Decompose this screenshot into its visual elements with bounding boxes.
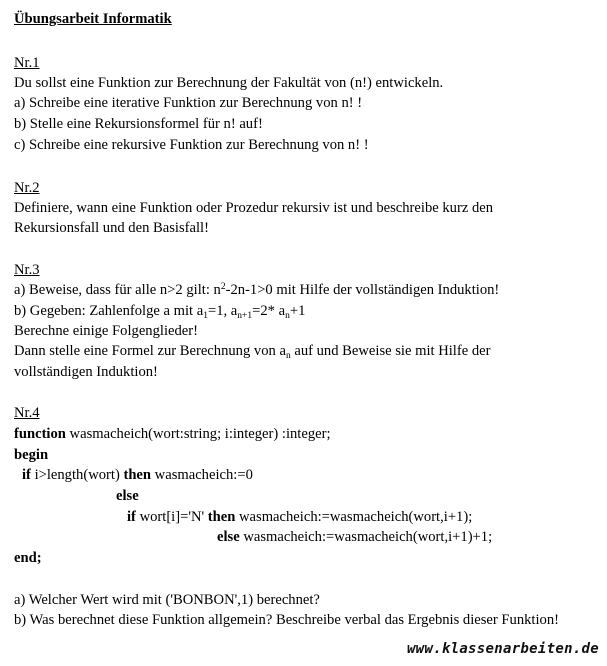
watermark: www.klassenarbeiten.de xyxy=(406,641,599,657)
task1-a: a) Schreibe eine iterative Funktion zur Berechnung von n! ! xyxy=(14,95,363,111)
code-inner-if-line: if wort[i]='N' then wasmacheich:=wasmacheich(wort,i+1); xyxy=(127,509,473,525)
code-begin: begin xyxy=(14,447,49,463)
task2-line2: Rekursionsfall und den Basisfall! xyxy=(14,220,209,236)
task4-question-a: a) Welcher Wert wird mit ('BONBON',1) berechnet? xyxy=(14,592,320,608)
code-signature: function wasmacheich(wort:string; i:integer) :integer; xyxy=(14,426,331,442)
task3-a: a) Beweise, dass für alle n>2 gilt: $n^2-2n-1>0$ mit Hilfe der vollständigen Induktion! xyxy=(14,282,500,298)
code-if-line: if i>length(wort) then wasmacheich:=0 xyxy=(22,467,253,483)
code-else-line: else xyxy=(116,488,139,504)
task2-heading: Nr.2 xyxy=(14,180,40,196)
task1-intro: Du sollst eine Funktion zur Berechnung der Fakultät von (n!) entwickeln. xyxy=(14,75,444,91)
task1-b: b) Stelle eine Rekursionsformel für n! auf! xyxy=(14,116,263,132)
task1-c: c) Schreibe eine rekursive Funktion zur Berechnung von n! ! xyxy=(14,137,369,153)
task3-heading: Nr.3 xyxy=(14,262,40,278)
task3-line5: vollständigen Induktion! xyxy=(14,364,158,380)
task3-line4: Dann stelle eine Formel zur Berechnung von $a_n$ auf und Beweise sie mit Hilfe der xyxy=(14,343,491,361)
task3-line3: Berechne einige Folgenglieder! xyxy=(14,323,198,339)
code-inner-else-line: else wasmacheich:=wasmacheich(wort,i+1)+1; xyxy=(217,529,493,545)
document-title: Übungsarbeit Informatik xyxy=(14,11,172,27)
task4-question-b: b) Was berechnet diese Funktion allgemein? Beschreibe verbal das Ergebnis dieser Funktion! xyxy=(14,612,559,628)
task1-heading: Nr.1 xyxy=(14,55,40,71)
task4-heading: Nr.4 xyxy=(14,405,40,421)
code-end: end; xyxy=(14,550,42,566)
task3-b: b) Gegeben: Zahlenfolge a mit $a_1=1$, $a_{n+1}=2*$ $a_n+1$ xyxy=(14,303,306,321)
task2-line1: Definiere, wann eine Funktion oder Prozedur rekursiv ist und beschreibe kurz den xyxy=(14,200,494,216)
